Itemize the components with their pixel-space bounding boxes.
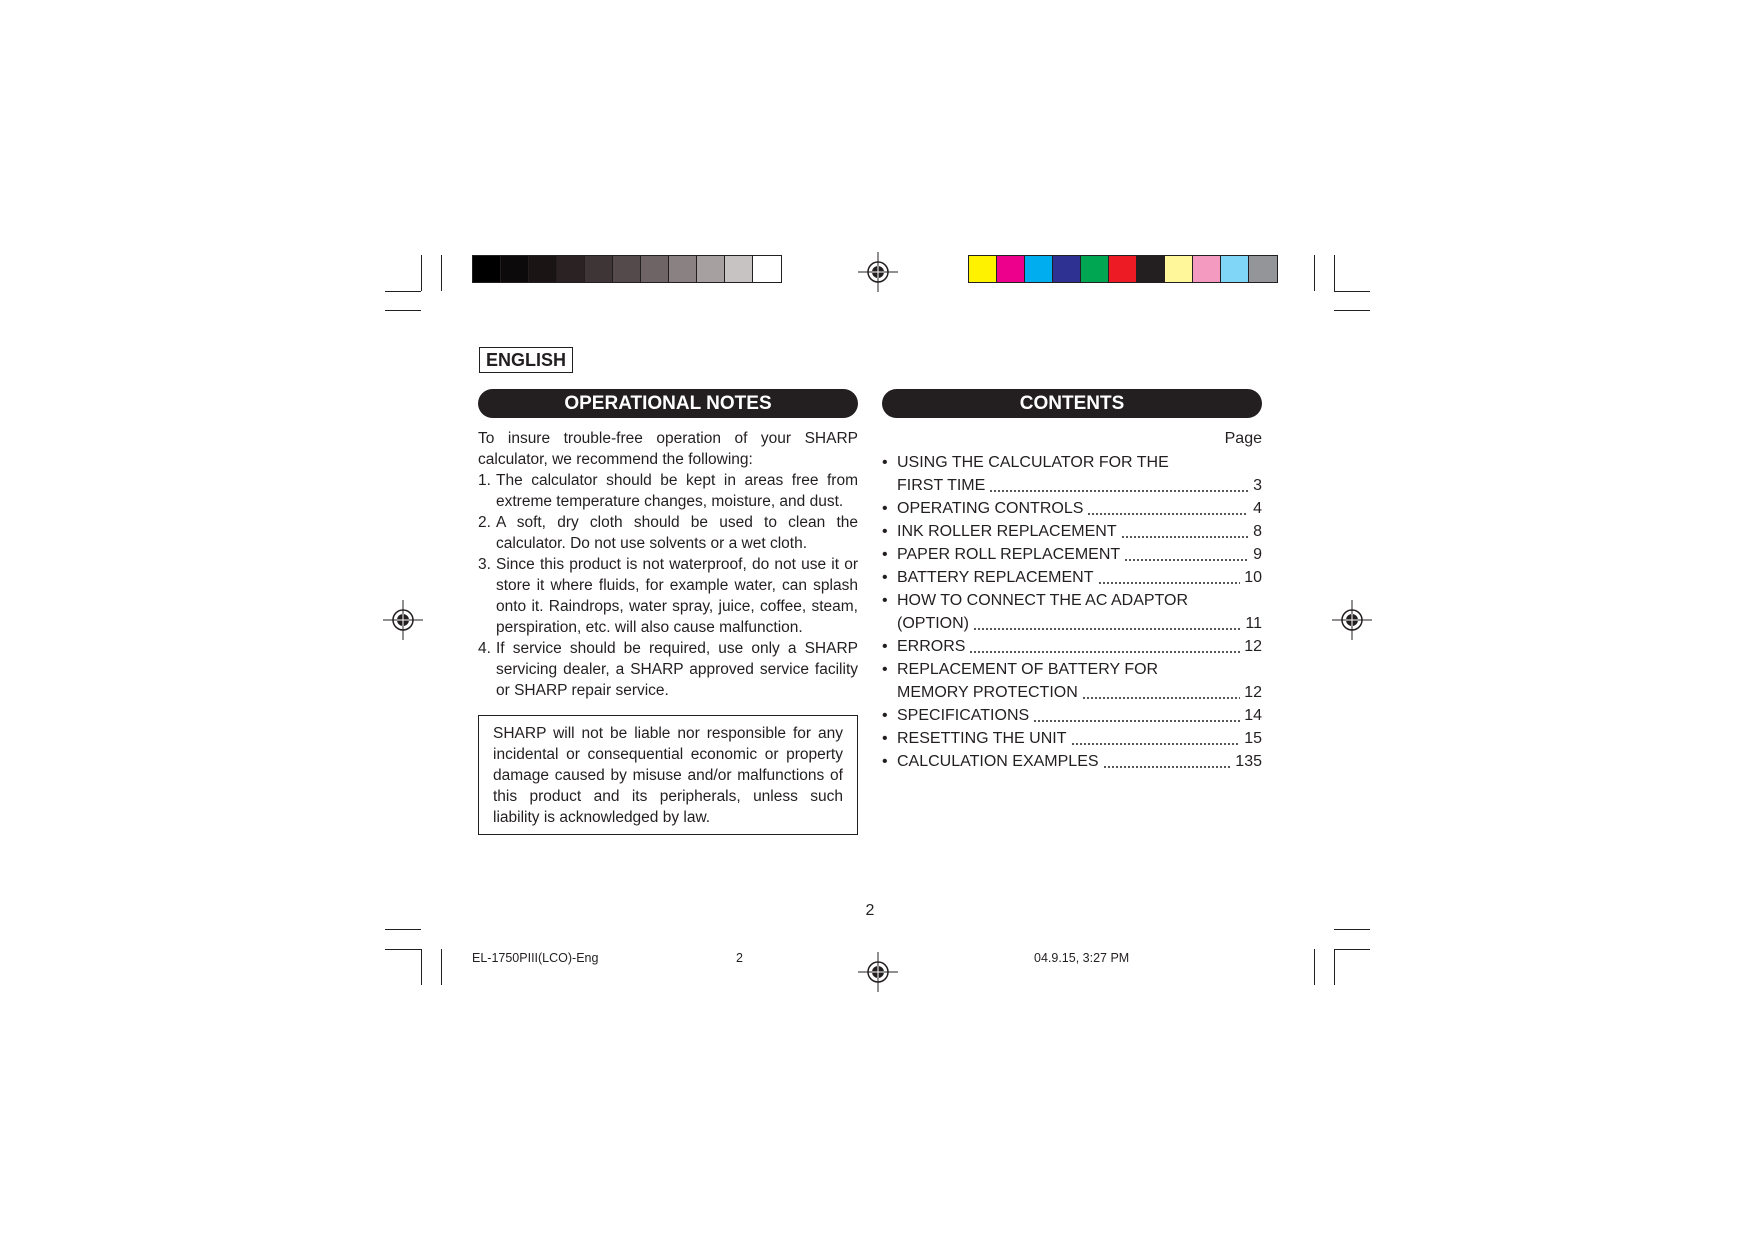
color-swatch <box>473 256 501 282</box>
toc-entry <box>882 497 1262 520</box>
color-swatch <box>613 256 641 282</box>
list-item <box>478 638 858 701</box>
dot-leader <box>989 489 1248 493</box>
color-swatch <box>725 256 753 282</box>
toc-entry-title: RESETTING THE UNIT <box>897 730 1067 747</box>
toc-entry-title: SPECIFICATIONS <box>897 707 1030 724</box>
toc-entry-page: 135 <box>1235 753 1262 770</box>
toc-entry-title: FIRST TIME <box>897 477 986 494</box>
toc-entry-title: ERRORS <box>897 638 966 655</box>
color-swatch <box>501 256 529 282</box>
toc-entry <box>882 704 1262 727</box>
dot-leader <box>1124 558 1248 562</box>
toc-entry <box>882 451 1262 497</box>
dot-leader <box>973 627 1241 631</box>
crop-mark <box>1314 255 1315 291</box>
color-swatch <box>969 256 997 282</box>
crop-mark <box>441 949 442 985</box>
toc-entry-title: INK ROLLER REPLACEMENT <box>897 523 1117 540</box>
toc-entry-line <box>897 497 1262 520</box>
color-swatch <box>997 256 1025 282</box>
dot-leader <box>1082 696 1240 700</box>
operational-notes-intro: To insure trouble-free operation of your SHARP calculator, we recommend the following: <box>478 430 858 468</box>
item-text: The calculator should be kept in areas free from extreme temperature changes, moisture, and dust. <box>496 472 858 510</box>
bullet: • <box>882 500 888 517</box>
slug-page-number: 2 <box>736 951 743 965</box>
item-number: 1. <box>478 472 491 489</box>
crop-mark <box>421 949 422 985</box>
registration-mark-icon <box>858 952 898 992</box>
crop-mark <box>1334 949 1370 950</box>
item-number: 3. <box>478 556 491 573</box>
toc-entry-page: 9 <box>1253 546 1262 563</box>
toc-entry-page: 8 <box>1253 523 1262 540</box>
page-number: 2 <box>865 902 875 919</box>
table-of-contents <box>882 451 1262 773</box>
toc-entry <box>882 750 1262 773</box>
toc-entry-line <box>897 750 1262 773</box>
crop-mark <box>385 291 421 292</box>
color-swatch <box>557 256 585 282</box>
toc-entry-title-line: HOW TO CONNECT THE AC ADAPTOR <box>897 592 1189 609</box>
item-text: A soft, dry cloth should be used to clean the calculator. Do not use solvents or a wet cloth. <box>496 514 858 552</box>
bullet: • <box>882 546 888 563</box>
toc-entry-line <box>897 681 1262 704</box>
list-item <box>478 512 858 554</box>
toc-entry <box>882 635 1262 658</box>
toc-entry-page: 15 <box>1244 730 1262 747</box>
color-swatch <box>669 256 697 282</box>
color-swatch <box>529 256 557 282</box>
toc-entry-title: PAPER ROLL REPLACEMENT <box>897 546 1121 563</box>
dot-leader <box>1121 535 1248 539</box>
crop-mark <box>1314 949 1315 985</box>
toc-entry-line <box>897 635 1262 658</box>
toc-entry <box>882 520 1262 543</box>
color-swatch <box>1221 256 1249 282</box>
bullet: • <box>882 730 888 747</box>
toc-entry-title: BATTERY REPLACEMENT <box>897 569 1094 586</box>
toc-entry-line <box>897 474 1262 497</box>
toc-entry <box>882 658 1262 704</box>
toc-entry-title: OPERATING CONTROLS <box>897 500 1084 517</box>
toc-entry-page: 14 <box>1244 707 1262 724</box>
toc-entry-page: 11 <box>1245 615 1262 632</box>
toc-entry <box>882 543 1262 566</box>
operational-notes-heading: OPERATIONAL NOTES <box>478 389 858 418</box>
registration-mark-icon <box>1332 600 1372 640</box>
bullet: • <box>882 638 888 655</box>
toc-entry-page: 12 <box>1244 684 1262 701</box>
color-swatch <box>753 256 781 282</box>
registration-mark-icon <box>383 600 423 640</box>
operational-notes-body <box>478 428 858 701</box>
language-label: ENGLISH <box>479 347 573 373</box>
color-swatch <box>1193 256 1221 282</box>
bullet: • <box>882 661 888 678</box>
dot-leader <box>1071 742 1241 746</box>
toc-entry-page: 3 <box>1253 477 1262 494</box>
crop-mark <box>441 255 442 291</box>
color-swatch <box>585 256 613 282</box>
crop-mark <box>1334 949 1335 985</box>
list-item <box>478 470 858 512</box>
toc-entry-line <box>897 520 1262 543</box>
operational-notes-list <box>478 470 858 701</box>
toc-entry <box>882 589 1262 635</box>
crop-mark <box>1334 310 1370 311</box>
color-swatch <box>1081 256 1109 282</box>
color-swatch <box>1165 256 1193 282</box>
crop-mark <box>385 949 421 950</box>
item-text: If service should be required, use only a SHARP servicing dealer, a SHARP approved service facility or SHARP repair service. <box>496 640 858 699</box>
crop-mark <box>385 310 421 311</box>
bullet: • <box>882 454 888 471</box>
toc-entry-line <box>897 704 1262 727</box>
color-swatch <box>1137 256 1165 282</box>
toc-entry-line <box>897 727 1262 750</box>
toc-entry-title: CALCULATION EXAMPLES <box>897 753 1099 770</box>
toc-entry-title: (OPTION) <box>897 615 969 632</box>
toc-entry-line <box>897 612 1262 635</box>
dot-leader <box>1098 581 1241 585</box>
bullet: • <box>882 523 888 540</box>
toc-entry-line <box>897 543 1262 566</box>
bullet: • <box>882 592 888 609</box>
dot-leader <box>1087 512 1248 516</box>
toc-entry-title-line: USING THE CALCULATOR FOR THE <box>897 454 1169 471</box>
color-swatch <box>641 256 669 282</box>
toc-entry <box>882 566 1262 589</box>
dot-leader <box>1033 719 1240 723</box>
toc-entry <box>882 727 1262 750</box>
slug-datetime: 04.9.15, 3:27 PM <box>1034 951 1130 965</box>
contents-heading: CONTENTS <box>882 389 1262 418</box>
item-number: 2. <box>478 514 491 531</box>
toc-entry-page: 4 <box>1253 500 1262 517</box>
list-item <box>478 554 858 638</box>
color-swatch <box>1249 256 1277 282</box>
bullet: • <box>882 753 888 770</box>
item-number: 4. <box>478 640 491 657</box>
slug-file-name: EL-1750PIII(LCO)-Eng <box>472 951 599 965</box>
crop-mark <box>1334 929 1370 930</box>
grayscale-color-bar <box>472 255 782 283</box>
liability-disclaimer: SHARP will not be liable nor responsible for any incidental or consequential economic or property damage caused by misuse and/or malfunctions of this product and its peripherals, unless such liability is acknowledged by law. <box>478 715 858 835</box>
item-text: Since this product is not waterproof, do not use it or store it where fluids, for example water, can splash onto it. Raindrops, water spray, juice, coffee, steam, perspiration, etc. will also cause malfunction. <box>496 556 858 636</box>
toc-entry-page: 10 <box>1244 569 1262 586</box>
color-swatch <box>1053 256 1081 282</box>
color-swatch <box>1109 256 1137 282</box>
crop-mark <box>1334 255 1335 291</box>
crop-mark <box>421 255 422 291</box>
bullet: • <box>882 707 888 724</box>
toc-entry-title-line: REPLACEMENT OF BATTERY FOR <box>897 661 1159 678</box>
toc-entry-line <box>897 566 1262 589</box>
bullet: • <box>882 569 888 586</box>
crop-mark <box>1334 291 1370 292</box>
process-color-bar <box>968 255 1278 283</box>
toc-entry-title: MEMORY PROTECTION <box>897 684 1078 701</box>
registration-mark-icon <box>858 252 898 292</box>
dot-leader <box>969 650 1240 654</box>
color-swatch <box>1025 256 1053 282</box>
dot-leader <box>1103 765 1232 769</box>
color-swatch <box>697 256 725 282</box>
page-column-label: Page <box>1224 430 1262 447</box>
toc-entry-page: 12 <box>1244 638 1262 655</box>
crop-mark <box>385 929 421 930</box>
